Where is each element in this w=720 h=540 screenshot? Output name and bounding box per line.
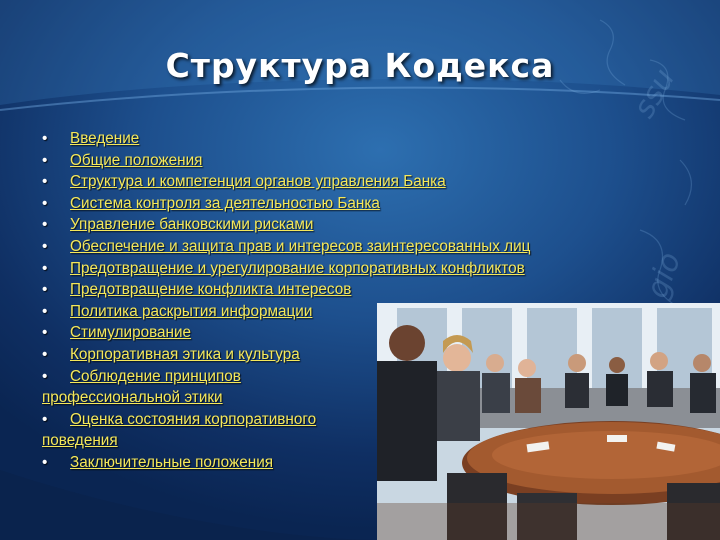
section-link-corporate-conflicts[interactable]: Предотвращение и урегулирование корпоративных конфликтов	[70, 259, 525, 277]
bullet-icon: •	[42, 345, 48, 363]
list-item	[42, 366, 362, 409]
list-item	[42, 193, 682, 215]
section-link-conflict-of-interest[interactable]: Предотвращение конфликта интересов	[70, 281, 352, 299]
list-item	[42, 214, 682, 236]
bullet-icon: •	[42, 216, 48, 234]
section-link-disclosure[interactable]: Политика раскрытия информации	[70, 302, 313, 320]
bullet-icon: •	[42, 324, 48, 342]
list-item	[42, 258, 682, 280]
bullet-icon: •	[42, 259, 48, 277]
section-link-control[interactable]: Система контроля за деятельностью Банка	[70, 194, 380, 212]
list-item	[42, 236, 682, 258]
bullet-icon: •	[42, 237, 48, 255]
section-link-risks[interactable]: Управление банковскими рисками	[70, 216, 314, 234]
bullet-icon: •	[42, 130, 48, 147]
bullet-icon: •	[42, 410, 48, 428]
section-link-final-provisions[interactable]: Заключительные положения	[70, 453, 274, 471]
section-link-general[interactable]: Общие положения	[70, 151, 203, 169]
bullet-icon: •	[42, 173, 48, 191]
bullet-icon: •	[42, 151, 48, 169]
svg-text:ssu: ssu	[626, 62, 683, 124]
section-link-ethics-culture[interactable]: Корпоративная этика и культура	[70, 345, 300, 363]
list-item	[42, 150, 682, 172]
list-item	[42, 128, 682, 150]
slide-title: Структура Кодекса	[165, 46, 555, 85]
list-item	[42, 409, 362, 452]
list-item	[42, 279, 682, 301]
section-link-professional-ethics[interactable]: Соблюдение принципов профессиональной этики	[42, 367, 241, 407]
bullet-icon: •	[42, 281, 48, 299]
bullet-icon: •	[42, 367, 48, 385]
section-link-incentives[interactable]: Стимулирование	[70, 324, 192, 342]
section-link-introduction[interactable]: Введение	[70, 130, 140, 147]
bullet-icon: •	[42, 302, 48, 320]
section-link-structure[interactable]: Структура и компетенция органов управления Банка	[70, 173, 446, 191]
bullet-icon: •	[42, 194, 48, 212]
svg-text:gio: gio	[639, 247, 689, 303]
business-meeting-photo	[377, 303, 720, 540]
list-item	[42, 171, 682, 193]
section-link-rights[interactable]: Обеспечение и защита прав и интересов заинтересованных лиц	[70, 237, 531, 255]
section-link-behavior-assessment[interactable]: Оценка состояния корпоративного поведения	[42, 410, 317, 450]
bullet-icon: •	[42, 453, 48, 471]
